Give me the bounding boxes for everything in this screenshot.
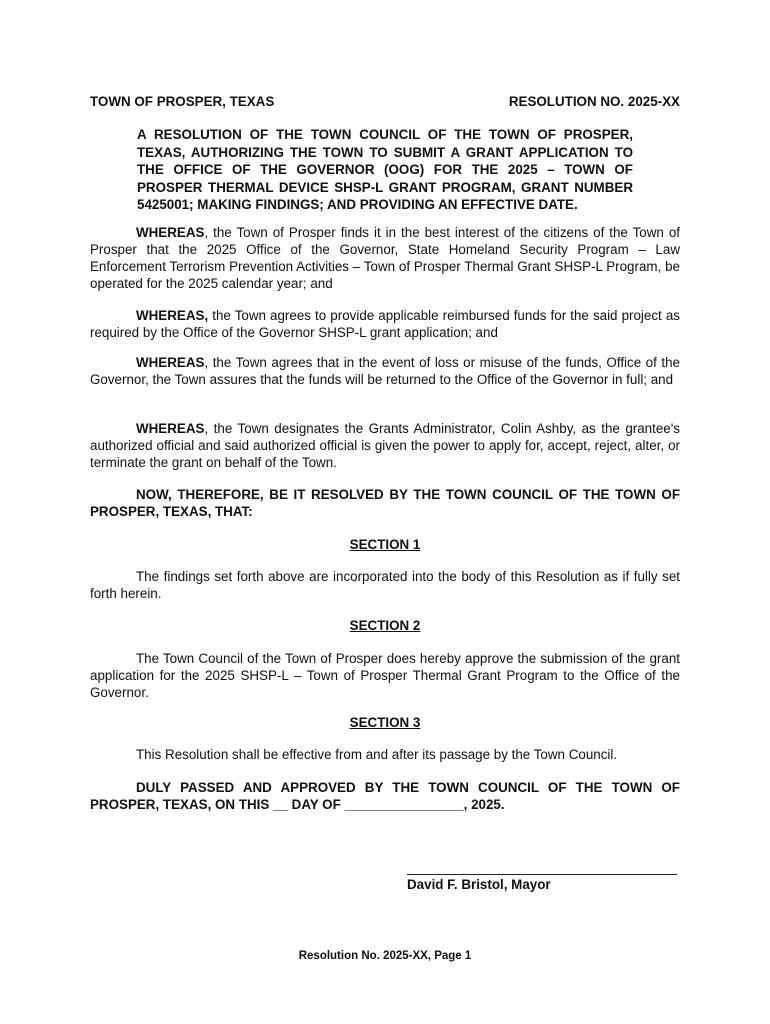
- signature-line: [407, 874, 677, 875]
- resolution-number: RESOLUTION NO. 2025-XX: [508, 94, 680, 109]
- whereas-paragraph-1: [90, 224, 680, 292]
- passed-clause: DULY PASSED AND APPROVED BY THE TOWN COUNCIL OF THE TOWN OF PROSPER, TEXAS, ON THIS __ DAY OF ________________, 2025.: [90, 780, 680, 812]
- town-name: TOWN OF PROSPER, TEXAS: [90, 94, 275, 109]
- section-3-title: SECTION 3: [349, 715, 421, 730]
- section-1-text: The findings set forth above are incorporated into the body of this Resolution as if fully set forth herein.: [90, 569, 680, 601]
- section-2-text: The Town Council of the Town of Prosper does hereby approve the submission of the grant application for the 2025 SHSP-L – Town of Prosper Thermal Grant Program to the Office of the Governor.: [90, 651, 680, 700]
- whereas-text: the Town agrees to provide applicable reimbursed funds for the said project as required by the Office of the Governor SHSP-L grant application; and: [90, 308, 680, 340]
- whereas-text: , the Town of Prosper finds it in the best interest of the citizens of the Town of Prosper that the 2025 Office of the Governor, State Homeland Security Program – Law Enforcement Terrorism Prevention Activities – Town of Prosper Thermal Grant SHSP-L Program, be operated for the 2025 calendar year; and: [90, 225, 680, 291]
- section-2-title: SECTION 2: [349, 618, 421, 633]
- whereas-lead: WHEREAS: [136, 421, 205, 436]
- resolution-caption: A RESOLUTION OF THE TOWN COUNCIL OF THE TOWN OF PROSPER, TEXAS, AUTHORIZING THE TOWN TO SUBMIT A GRANT APPLICATION TO THE OFFICE OF THE GOVERNOR (OOG) FOR THE 2025 – TOWN OF PROSPER THERMAL DEVICE SHSP-L GRANT PROGRAM, GRANT NUMBER 5425001; MAKING FINDINGS; AND PROVIDING AN EFFECTIVE DATE.: [137, 127, 633, 212]
- page-footer: Resolution No. 2025-XX, Page 1: [298, 950, 472, 962]
- resolved-clause: NOW, THEREFORE, BE IT RESOLVED BY THE TOWN COUNCIL OF THE TOWN OF PROSPER, TEXAS, THAT:: [90, 487, 680, 519]
- whereas-text: , the Town agrees that in the event of loss or misuse of the funds, Office of the Governor, the Town assures that the funds will be returned to the Office of the Governor in full; and: [90, 355, 680, 387]
- whereas-text: , the Town designates the Grants Administrator, Colin Ashby, as the grantee's authorized official and said authorized official is given the power to apply for, accept, reject, alter, or terminate the grant on behalf of the Town.: [90, 421, 680, 470]
- whereas-lead: WHEREAS,: [136, 308, 209, 323]
- section-1-title: SECTION 1: [349, 537, 421, 552]
- whereas-lead: WHEREAS: [136, 225, 205, 240]
- mayor-signature-name: David F. Bristol, Mayor: [407, 877, 551, 892]
- whereas-paragraph-4: [90, 420, 680, 471]
- whereas-paragraph-2: [90, 307, 680, 341]
- whereas-lead: WHEREAS: [136, 355, 205, 370]
- section-3-text: This Resolution shall be effective from and after its passage by the Town Council.: [136, 747, 618, 762]
- whereas-paragraph-3: [90, 354, 680, 388]
